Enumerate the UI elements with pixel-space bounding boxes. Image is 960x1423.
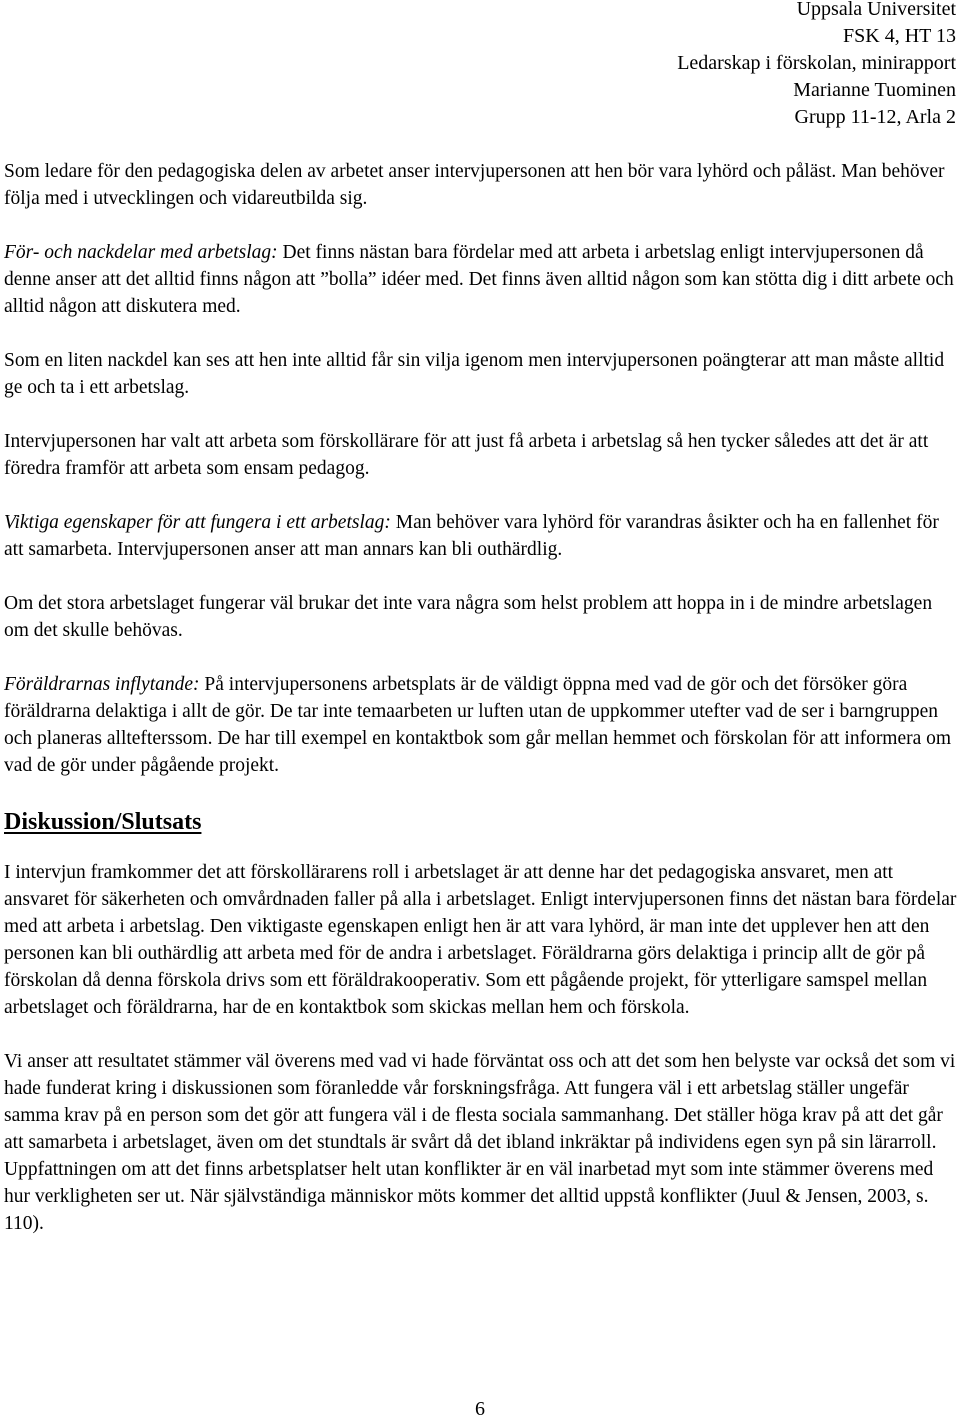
paragraph-pros-cons bbox=[4, 239, 959, 320]
paragraph-label: Föräldrarnas inflytande: bbox=[4, 674, 200, 695]
header-course: FSK 4, HT 13 bbox=[843, 25, 956, 47]
paragraph-label: Viktiga egenskaper för att fungera i ett arbetslag: bbox=[4, 512, 391, 533]
paragraph-text: Intervjupersonen har valt att arbeta som förskollärare för att just få arbeta i arbetslag så hen tycker således att det är att föredra framför att arbeta som ensam pedagog. bbox=[4, 431, 929, 479]
paragraph-text: Som ledare för den pedagogiska delen av arbetet anser intervjupersonen att hen bör vara lyhörd och påläst. Man behöver följa med i utvecklingen och vidareutbilda sig. bbox=[4, 161, 945, 209]
paragraph-important-qualities bbox=[4, 509, 959, 563]
header-group: Grupp 11-12, Arla 2 bbox=[794, 106, 956, 128]
page-header bbox=[677, 0, 956, 131]
section-heading: Diskussion/Slutsats bbox=[4, 809, 202, 835]
paragraph-text: Det finns nästan bara fördelar med att arbeta i arbetslag enligt intervjupersonen då denne anser att det alltid finns någon att ”bolla” idéer med. Det finns även alltid någon som kan stötta dig i ditt arbete och alltid någon att diskutera med. bbox=[4, 242, 954, 317]
paragraph-parent-influence bbox=[4, 671, 959, 779]
paragraph-choice bbox=[4, 428, 959, 482]
paragraph-drawback bbox=[4, 347, 959, 401]
header-assignment: Ledarskap i förskolan, minirapport bbox=[677, 52, 956, 74]
discussion-paragraph-2: Vi anser att resultatet stämmer väl överens med vad vi hade förväntat oss och att det som hen belyste var också det som vi hade funderat kring i diskussionen som föranledde vår forskningsfråga. Att fungera väl i ett arbetslag ställer ungefär samma krav på en person som det gör att fungera väl i de flesta sociala sammanhang. Det ställer höga krav på att det går att samarbeta i arbetslaget, även om det stundtals är svårt då det ibland inkräktar på individens egen syn på sin lärarroll. Uppfattningen om att det finns arbetsplatser helt utan konflikter är en väl inarbetad myt som inte stämmer överens med hur verkligheten ser ut. När självständiga människor möts kommer det alltid uppstå konflikter (Juul & Jensen, 2003, s. 110). bbox=[4, 1051, 956, 1234]
paragraph-text: Som en liten nackdel kan ses att hen inte alltid får sin vilja igenom men intervjupersonen poängterar att man måste alltid ge och ta i ett arbetslag. bbox=[4, 350, 945, 398]
paragraph-leader-role bbox=[4, 158, 959, 212]
document-body bbox=[4, 158, 959, 1264]
paragraph-text: Om det stora arbetslaget fungerar väl brukar det inte vara några som helst problem att hoppa in i de mindre arbetslagen om det skulle behövas. bbox=[4, 593, 933, 641]
header-university: Uppsala Universitet bbox=[796, 0, 956, 20]
page-number: 6 bbox=[475, 1398, 485, 1420]
header-author: Marianne Tuominen bbox=[793, 79, 956, 101]
paragraph-large-team bbox=[4, 590, 959, 644]
paragraph-label: För- och nackdelar med arbetslag: bbox=[4, 242, 278, 263]
paragraph-text: Man behöver vara lyhörd för varandras åsikter och ha en fallenhet för att samarbeta. Intervjupersonen anser att man annars kan bli outhärdlig. bbox=[4, 512, 939, 560]
paragraph-text: På intervjupersonens arbetsplats är de väldigt öppna med vad de gör och det försöker göra föräldrarna delaktiga i allt de gör. De tar inte temaarbeten ur luften utan de uppkommer utefter vad de ser i barngruppen och planeras alltefterssom. De har till exempel en kontaktbok som går mellan hemmet och förskolan för att informera om vad de gör under pågående projekt. bbox=[4, 674, 952, 776]
discussion-paragraph-1: I intervjun framkommer det att förskollärarens roll i arbetslaget är att denne har det pedagogiska ansvaret, men att ansvaret för säkerheten och omvårdnaden faller på alla i arbetslaget. Enligt intervjupersonen finns det nästan bara fördelar med att arbeta i arbetslag. Den viktigaste egenskapen enligt hen är att vara lyhörd, är man inte det upplever hen att den personen kan bli outhärdlig att arbeta med för de andra i arbetslaget. Föräldrarna görs delaktiga i princip allt de gör på förskolan då denna förskola drivs som ett föräldrakooperativ. Som ett pågående projekt, för ytterligare samspel mellan arbetslaget och föräldrarna, har de en kontaktbok som skickas mellan hem och förskola. bbox=[4, 862, 957, 1018]
